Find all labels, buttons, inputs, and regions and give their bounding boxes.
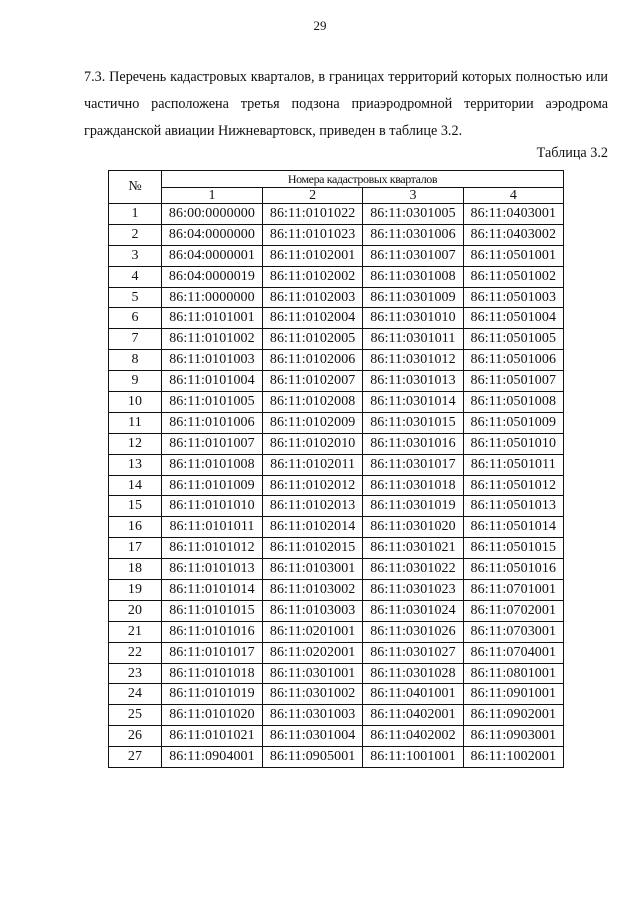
cadastral-number-cell: 86:11:0501016 [463,559,563,580]
page-number: 29 [313,18,327,33]
cadastral-number-cell: 86:11:0101012 [162,538,263,559]
cadastral-number-cell: 86:00:0000000 [162,204,263,225]
cadastral-number-cell: 86:11:0501004 [463,308,563,329]
table-row [109,642,564,663]
row-number-cell: 12 [109,433,162,454]
cadastral-number-cell: 86:11:0102011 [262,454,362,475]
cadastral-number-cell: 86:11:0301013 [363,371,463,392]
table-row [109,705,564,726]
cadastral-number-cell: 86:11:0000000 [162,287,263,308]
cadastral-number-cell: 86:11:0501003 [463,287,563,308]
cadastral-number-cell: 86:11:0102005 [262,329,362,350]
table-row [109,517,564,538]
table-row [109,684,564,705]
table-row [109,726,564,747]
cadastral-number-cell: 86:11:0301004 [262,726,362,747]
cadastral-number-cell: 86:11:0501013 [463,496,563,517]
cadastral-number-cell: 86:11:0103001 [262,559,362,580]
table-row [109,580,564,601]
cadastral-quarters-table [108,170,564,768]
table-row [109,287,564,308]
cadastral-number-cell: 86:11:0101003 [162,350,263,371]
cadastral-number-cell: 86:11:0301003 [262,705,362,726]
row-number-cell: 9 [109,371,162,392]
table-row [109,663,564,684]
cadastral-number-cell: 86:11:0101019 [162,684,263,705]
cadastral-number-cell: 86:11:0102002 [262,266,362,287]
cadastral-number-cell: 86:11:0102004 [262,308,362,329]
row-number-cell: 20 [109,600,162,621]
cadastral-number-cell: 86:11:0905001 [262,747,362,768]
cadastral-number-cell: 86:11:0101006 [162,412,263,433]
table-body [109,204,564,768]
cadastral-number-cell: 86:11:0301014 [363,392,463,413]
cadastral-number-cell: 86:11:0301010 [363,308,463,329]
cadastral-number-cell: 86:11:0501002 [463,266,563,287]
cadastral-number-cell: 86:11:0101015 [162,600,263,621]
cadastral-number-cell: 86:11:0701001 [463,580,563,601]
cadastral-number-cell: 86:11:0301019 [363,496,463,517]
cadastral-number-cell: 86:11:0301005 [363,204,463,225]
cadastral-number-cell: 86:11:0301007 [363,245,463,266]
cadastral-number-cell: 86:11:0403002 [463,224,563,245]
cadastral-number-cell: 86:11:0102013 [262,496,362,517]
cadastral-number-cell: 86:11:0801001 [463,663,563,684]
table-row [109,350,564,371]
cadastral-number-cell: 86:11:0101016 [162,621,263,642]
cadastral-number-cell: 86:11:0101007 [162,433,263,454]
table-row [109,329,564,350]
cadastral-number-cell: 86:11:0102015 [262,538,362,559]
cadastral-number-cell: 86:11:0102010 [262,433,362,454]
cadastral-number-cell: 86:11:0403001 [463,204,563,225]
cadastral-number-cell: 86:11:0101017 [162,642,263,663]
cadastral-number-cell: 86:11:0501012 [463,475,563,496]
table-row [109,245,564,266]
cadastral-number-cell: 86:11:0103002 [262,580,362,601]
row-number-cell: 15 [109,496,162,517]
cadastral-number-cell: 86:11:0301020 [363,517,463,538]
cadastral-number-cell: 86:11:0101018 [162,663,263,684]
cadastral-number-cell: 86:11:0101013 [162,559,263,580]
row-number-cell: 8 [109,350,162,371]
cadastral-number-cell: 86:11:0301016 [363,433,463,454]
row-number-cell: 1 [109,204,162,225]
table-row [109,371,564,392]
cadastral-number-cell: 86:11:0501014 [463,517,563,538]
row-number-cell: 23 [109,663,162,684]
row-number-cell: 6 [109,308,162,329]
table-caption: Таблица 3.2 [536,145,608,161]
table-row [109,392,564,413]
row-number-cell: 25 [109,705,162,726]
table-row [109,475,564,496]
cadastral-number-cell: 86:11:0101023 [262,224,362,245]
row-number-cell: 4 [109,266,162,287]
column-number-header: 2 [262,188,362,204]
cadastral-number-cell: 86:11:0501008 [463,392,563,413]
cadastral-number-cell: 86:11:0301015 [363,412,463,433]
cadastral-number-cell: 86:11:0202001 [262,642,362,663]
cadastral-number-cell: 86:04:0000019 [162,266,263,287]
cadastral-number-cell: 86:11:0902001 [463,705,563,726]
cadastral-number-cell: 86:11:0703001 [463,621,563,642]
cadastral-number-cell: 86:11:0501005 [463,329,563,350]
cadastral-number-cell: 86:11:0301026 [363,621,463,642]
cadastral-number-cell: 86:11:0201001 [262,621,362,642]
cadastral-number-cell: 86:11:0501010 [463,433,563,454]
cadastral-number-cell: 86:11:0101021 [162,726,263,747]
cadastral-number-cell: 86:11:0401001 [363,684,463,705]
cadastral-number-cell: 86:11:0101008 [162,454,263,475]
cadastral-number-cell: 86:11:0102003 [262,287,362,308]
cadastral-number-cell: 86:11:0501001 [463,245,563,266]
cadastral-number-cell: 86:11:0402001 [363,705,463,726]
cadastral-number-cell: 86:04:0000001 [162,245,263,266]
table-row [109,412,564,433]
cadastral-number-cell: 86:11:0102009 [262,412,362,433]
table-header [109,171,564,204]
cadastral-number-cell: 86:11:0501015 [463,538,563,559]
cadastral-number-cell: 86:11:0501007 [463,371,563,392]
cadastral-number-cell: 86:11:0101010 [162,496,263,517]
column-number-header: 3 [363,188,463,204]
cadastral-number-cell: 86:11:0103003 [262,600,362,621]
table-row [109,454,564,475]
cadastral-number-cell: 86:11:0301017 [363,454,463,475]
cadastral-number-cell: 86:11:0101020 [162,705,263,726]
cadastral-number-cell: 86:11:0301006 [363,224,463,245]
cadastral-number-cell: 86:11:0301009 [363,287,463,308]
cadastral-number-cell: 86:11:0402002 [363,726,463,747]
cadastral-number-cell: 86:11:0901001 [463,684,563,705]
table-row [109,308,564,329]
row-number-cell: 11 [109,412,162,433]
table-row [109,600,564,621]
cadastral-number-cell: 86:11:0501006 [463,350,563,371]
table-row [109,747,564,768]
cadastral-number-cell: 86:11:0101001 [162,308,263,329]
cadastral-number-cell: 86:11:1002001 [463,747,563,768]
cadastral-number-cell: 86:11:1001001 [363,747,463,768]
row-number-cell: 17 [109,538,162,559]
cadastral-number-cell: 86:11:0301023 [363,580,463,601]
cadastral-number-cell: 86:11:0101004 [162,371,263,392]
column-number-header: 1 [162,188,263,204]
cadastral-number-cell: 86:11:0301011 [363,329,463,350]
row-number-cell: 24 [109,684,162,705]
table-row [109,266,564,287]
row-number-cell: 19 [109,580,162,601]
cadastral-number-cell: 86:11:0102001 [262,245,362,266]
row-number-header: № [109,171,162,204]
cadastral-number-cell: 86:11:0301008 [363,266,463,287]
cadastral-number-cell: 86:11:0301021 [363,538,463,559]
row-number-cell: 2 [109,224,162,245]
table-row [109,204,564,225]
cadastral-number-cell: 86:11:0101014 [162,580,263,601]
group-header: Номера кадастровых кварталов [162,171,564,188]
cadastral-number-cell: 86:11:0101002 [162,329,263,350]
cadastral-number-cell: 86:11:0102012 [262,475,362,496]
cadastral-number-cell: 86:11:0301018 [363,475,463,496]
row-number-cell: 10 [109,392,162,413]
row-number-cell: 26 [109,726,162,747]
cadastral-number-cell: 86:11:0704001 [463,642,563,663]
cadastral-number-cell: 86:11:0501011 [463,454,563,475]
cadastral-number-cell: 86:11:0301024 [363,600,463,621]
cadastral-number-cell: 86:11:0301002 [262,684,362,705]
column-number-header: 4 [463,188,563,204]
row-number-cell: 14 [109,475,162,496]
row-number-cell: 27 [109,747,162,768]
cadastral-number-cell: 86:11:0102006 [262,350,362,371]
cadastral-number-cell: 86:11:0903001 [463,726,563,747]
cadastral-number-cell: 86:11:0102014 [262,517,362,538]
cadastral-number-cell: 86:11:0101022 [262,204,362,225]
cadastral-number-cell: 86:11:0301028 [363,663,463,684]
table-row [109,538,564,559]
cadastral-number-cell: 86:11:0501009 [463,412,563,433]
cadastral-number-cell: 86:11:0101009 [162,475,263,496]
cadastral-number-cell: 86:11:0904001 [162,747,263,768]
table-row [109,433,564,454]
cadastral-number-cell: 86:11:0301027 [363,642,463,663]
row-number-cell: 22 [109,642,162,663]
row-number-cell: 16 [109,517,162,538]
row-number-cell: 7 [109,329,162,350]
table-row [109,496,564,517]
row-number-cell: 13 [109,454,162,475]
table-row [109,559,564,580]
body-paragraph: 7.3. Перечень кадастровых кварталов, в границах территорий которых полностью или частично расположена третья подзона приаэродромной территории аэродрома гражданской авиации Нижневартовск, приведен в таблице 3.2. [84,69,608,139]
row-number-cell: 18 [109,559,162,580]
cadastral-number-cell: 86:11:0102007 [262,371,362,392]
cadastral-number-cell: 86:11:0301012 [363,350,463,371]
cadastral-number-cell: 86:11:0702001 [463,600,563,621]
row-number-cell: 5 [109,287,162,308]
row-number-cell: 21 [109,621,162,642]
cadastral-number-cell: 86:11:0101011 [162,517,263,538]
cadastral-number-cell: 86:11:0301022 [363,559,463,580]
cadastral-number-cell: 86:11:0301001 [262,663,362,684]
row-number-cell: 3 [109,245,162,266]
cadastral-number-cell: 86:04:0000000 [162,224,263,245]
table-row [109,621,564,642]
cadastral-number-cell: 86:11:0101005 [162,392,263,413]
table-row [109,224,564,245]
cadastral-number-cell: 86:11:0102008 [262,392,362,413]
